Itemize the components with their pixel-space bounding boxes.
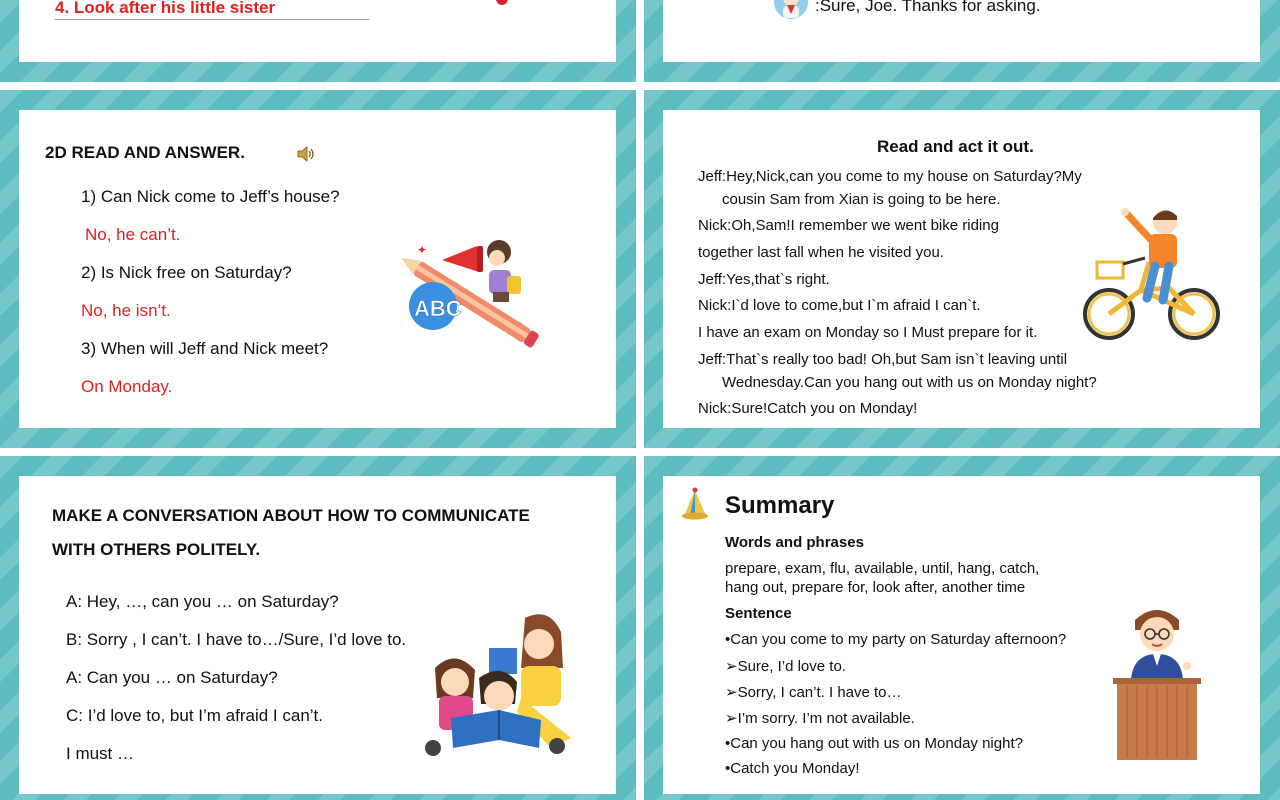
svg-text:✦: ✦	[417, 243, 428, 257]
slide-dialogue-reply[interactable]	[644, 0, 1280, 82]
slide-panel	[19, 0, 616, 62]
dialogue-line: cousin Sam from Xian is going to be here.	[722, 191, 1001, 208]
dialogue-line: Nick:Oh,Sam!I remember we went bike riding	[698, 217, 999, 234]
dialogue-line: Nick:I`d love to come,but I`m afraid I can`t.	[698, 297, 981, 314]
conversation-line: A: Can you … on Saturday?	[66, 668, 278, 687]
slide-panel	[663, 110, 1260, 428]
list-item-4: 4. Look after his little sister	[55, 0, 276, 17]
reply-text: :Sure, Joe. Thanks for asking.	[815, 0, 1041, 15]
slide-panel	[19, 110, 616, 428]
conversation-line: A: Hey, …, can you … on Saturday?	[66, 592, 339, 611]
bell-icon	[676, 486, 714, 524]
slide-title-line-2: WITH OTHERS POLITELY.	[52, 540, 261, 559]
sentence-item: ➢I’m sorry. I’m not available.	[725, 710, 915, 727]
answer-1: No, he can’t.	[85, 225, 181, 244]
slide-read-and-answer[interactable]	[0, 90, 636, 448]
sentence-item: ➢Sure, I’d love to.	[725, 658, 846, 675]
words-line-2: hang out, prepare for, look after, another time	[725, 579, 1026, 596]
slide-summary[interactable]	[644, 456, 1280, 800]
slide-panel	[663, 0, 1260, 62]
slide-make-conversation[interactable]	[0, 456, 636, 800]
slide-title: 2D READ AND ANSWER.	[45, 143, 245, 162]
boy-bicycle-illustration	[1079, 202, 1225, 342]
conversation-line: C: I’d love to, but I’m afraid I can’t.	[66, 706, 324, 725]
slide-read-and-act[interactable]	[644, 90, 1280, 448]
slide-title: Summary	[725, 492, 835, 519]
question-2: 2) Is Nick free on Saturday?	[81, 263, 292, 282]
red-ball-icon	[495, 0, 509, 8]
answer-2: No, he isn’t.	[81, 301, 171, 320]
answer-3: On Monday.	[81, 377, 173, 396]
words-line-1: prepare, exam, flu, available, until, hang, catch,	[725, 560, 1040, 577]
sentence-item: •Catch you Monday!	[725, 760, 860, 777]
conversation-line: B: Sorry , I can’t. I have to…/Sure, I’d love to.	[66, 630, 407, 649]
dialogue-line: I have an exam on Monday so I Must prepare for it.	[698, 324, 1038, 341]
slide-look-after-list[interactable]	[0, 0, 636, 82]
teacher-podium-illustration	[1109, 596, 1205, 764]
question-3: 3) When will Jeff and Nick meet?	[81, 339, 329, 358]
dialogue-line: Nick:Sure!Catch you on Monday!	[698, 400, 918, 417]
slide-title: Read and act it out.	[877, 137, 1034, 156]
underline-divider	[55, 19, 369, 20]
sentence-heading: Sentence	[725, 605, 792, 622]
kids-reading-illustration	[421, 608, 581, 766]
dialogue-line: Jeff:Yes,that`s right.	[698, 271, 830, 288]
avatar-icon	[772, 0, 810, 20]
slide-title-line-1: MAKE A CONVERSATION ABOUT HOW TO COMMUNICATE	[52, 506, 530, 525]
abc-text: ABC	[414, 296, 462, 321]
dialogue-line: Jeff:Hey,Nick,can you come to my house on Saturday?My	[698, 168, 1082, 185]
sentence-item: •Can you hang out with us on Monday night?	[725, 735, 1023, 752]
dialogue-line: Wednesday.Can you hang out with us on Monday night?	[722, 374, 1097, 391]
speaker-icon[interactable]	[296, 144, 316, 164]
sentence-item: •Can you come to my party on Saturday afternoon?	[725, 631, 1067, 648]
question-1: 1) Can Nick come to Jeff’s house?	[81, 187, 340, 206]
slide-panel	[663, 476, 1260, 794]
conversation-line: I must …	[66, 744, 135, 763]
sentence-item: ➢Sorry, I can’t. I have to…	[725, 684, 902, 701]
words-heading: Words and phrases	[725, 534, 864, 551]
slide-panel	[19, 476, 616, 794]
dialogue-line: Jeff:That`s really too bad! Oh,but Sam isn`t leaving until	[698, 351, 1068, 368]
dialogue-line: together last fall when he visited you.	[698, 244, 944, 261]
kid-pencil-illustration	[397, 232, 547, 372]
